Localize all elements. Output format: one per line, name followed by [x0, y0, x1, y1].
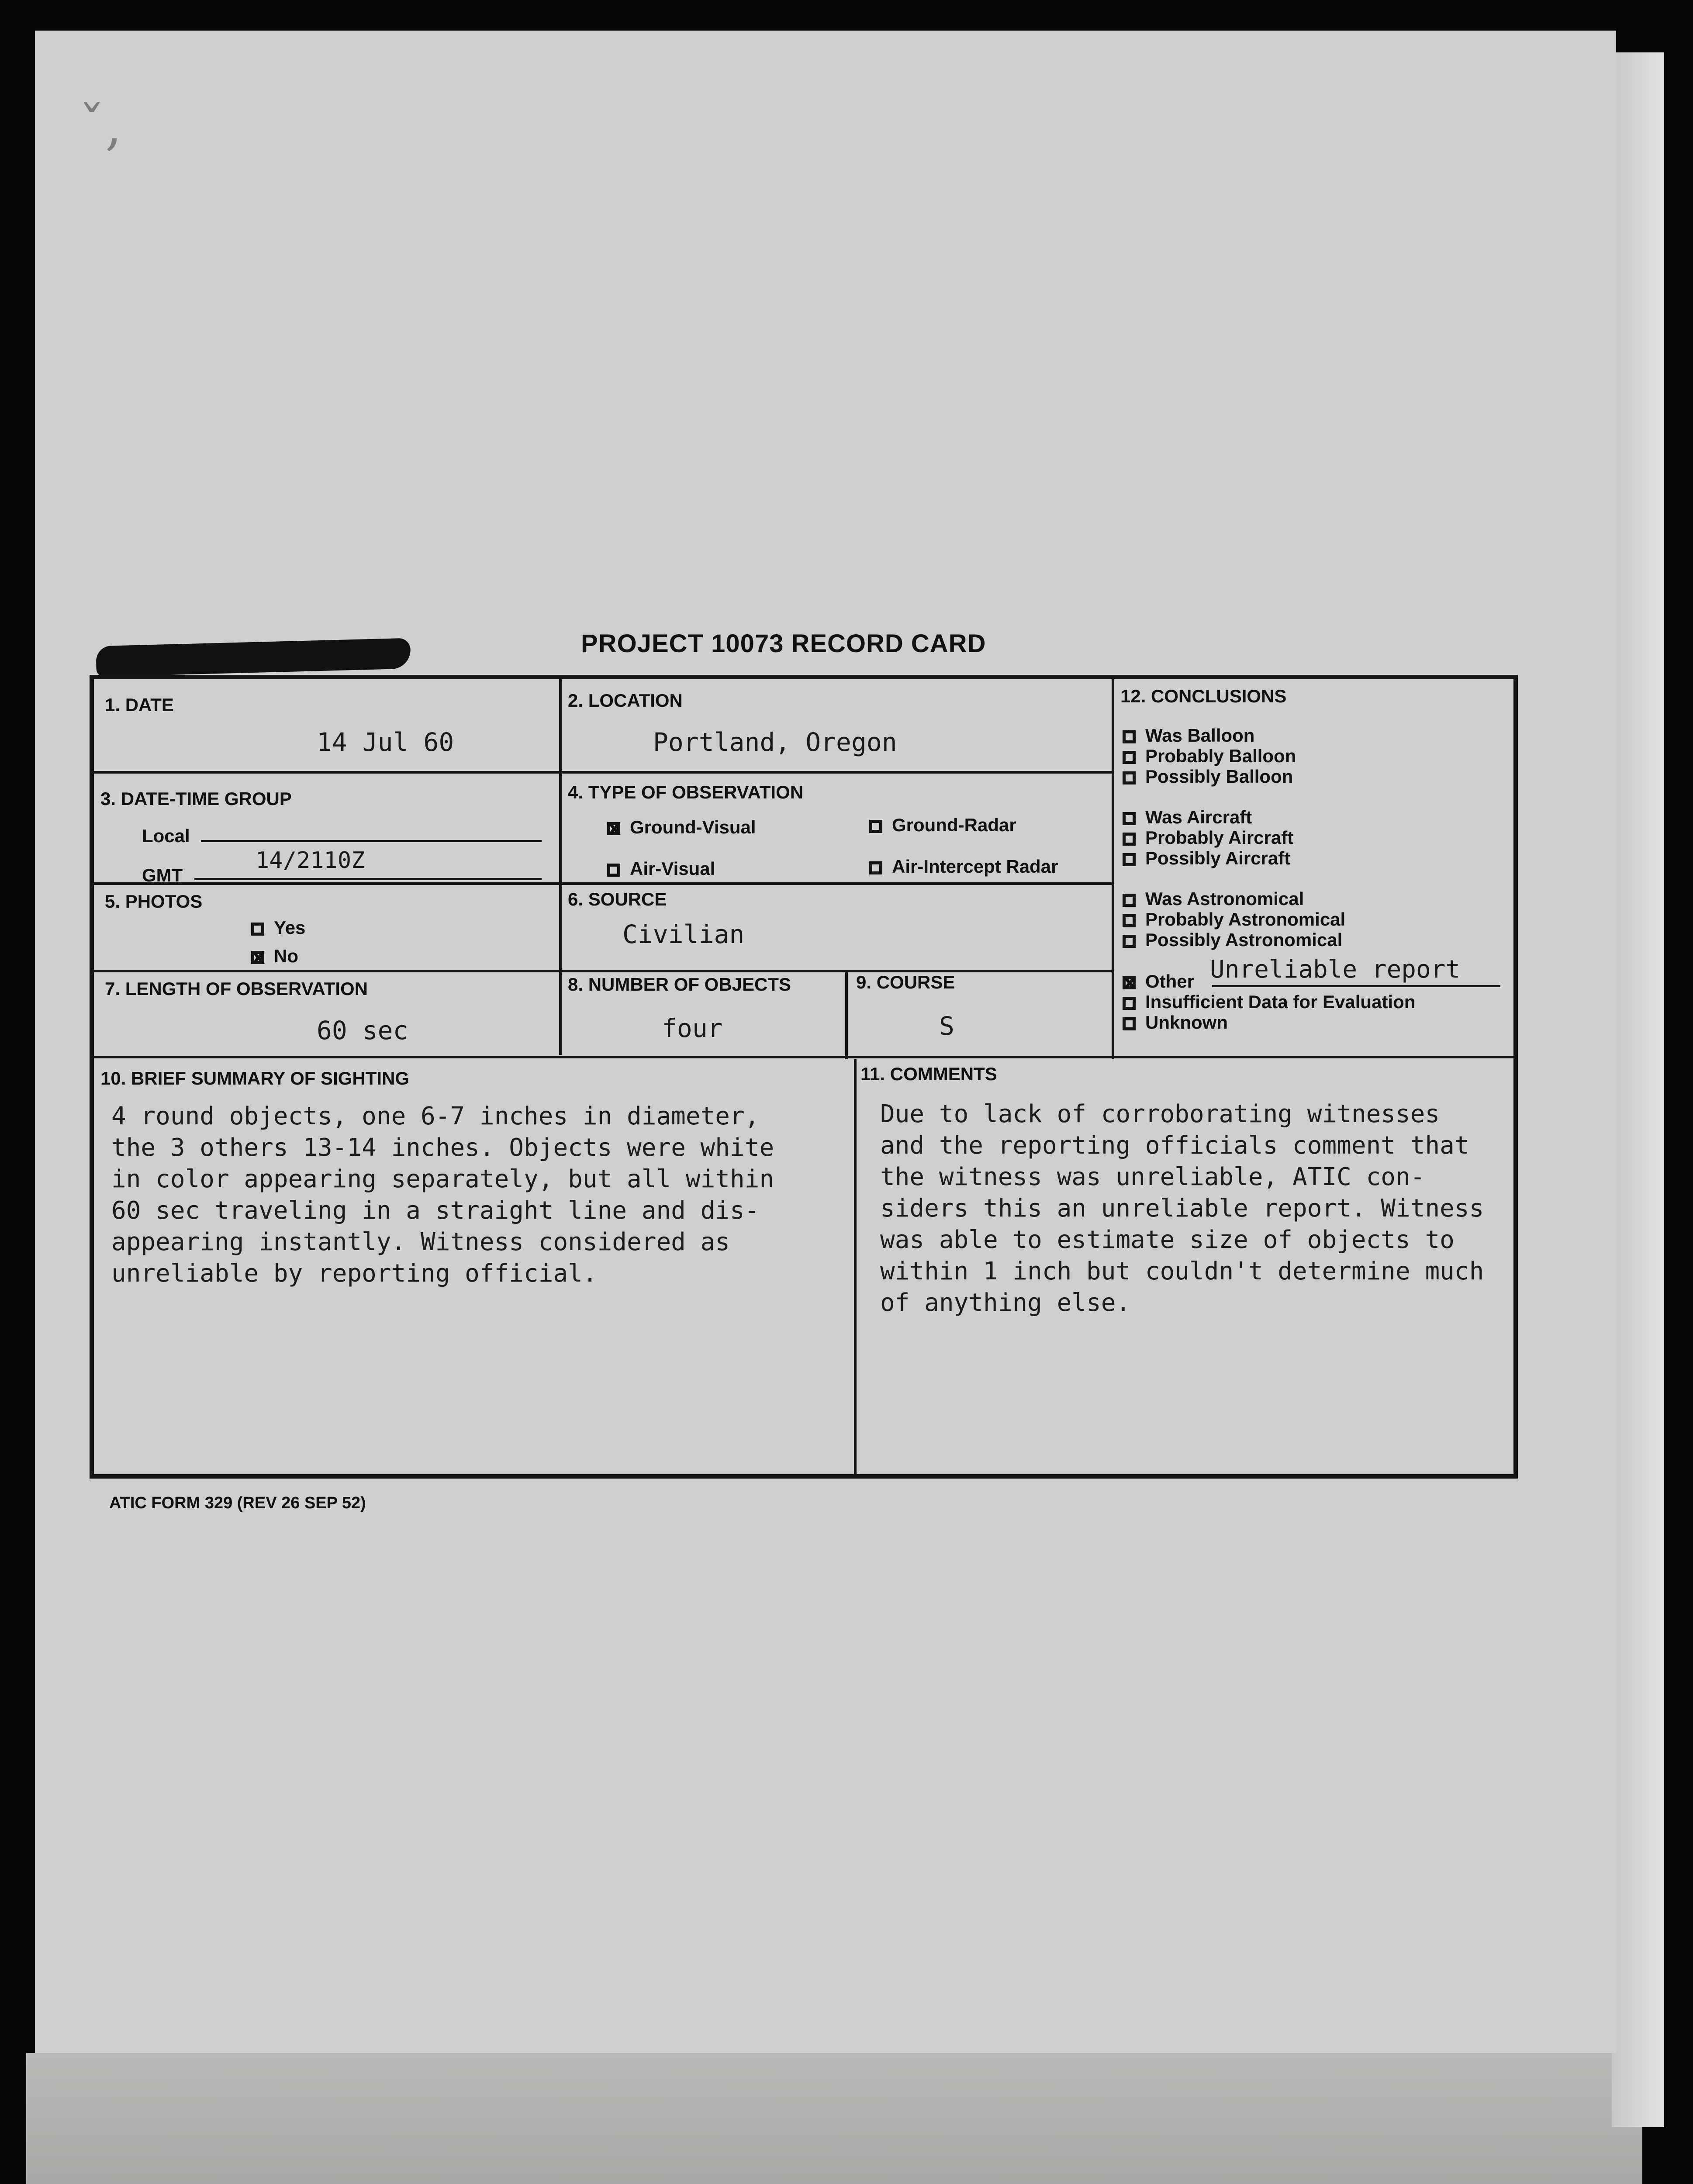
comments-line: Due to lack of corroborating witnesses [880, 1100, 1440, 1128]
checkbox-icon [1123, 771, 1136, 784]
gmt-label: GMT [142, 865, 183, 885]
checkbox-icon [1123, 894, 1136, 907]
checkbox-icon [607, 864, 620, 877]
conclusion-unknown: Unknown [1123, 1012, 1228, 1033]
grid-vline-3 [845, 970, 848, 1059]
card-title: PROJECT 10073 RECORD CARD [581, 629, 986, 658]
checkbox-checked-icon [251, 951, 264, 964]
checkbox-icon [1123, 914, 1136, 927]
source-value: Civilian [622, 919, 745, 949]
checkbox-icon [251, 923, 264, 936]
comments-line: siders this an unreliable report. Witness [880, 1194, 1484, 1223]
summary-line: 4 round objects, one 6-7 inches in diameter, [111, 1102, 760, 1130]
gmt-value: 14/2110Z [256, 847, 365, 874]
photos-label: 5. PHOTOS [105, 891, 203, 912]
form-footer: ATIC FORM 329 (REV 26 SEP 52) [109, 1494, 366, 1512]
conclusion-probably-aircraft: Probably Aircraft [1123, 827, 1293, 848]
gmt-underline [194, 878, 542, 880]
photos-option-yes: Yes [251, 917, 305, 938]
course-value: S [939, 1011, 954, 1041]
grid-hline-3 [94, 970, 1114, 972]
record-card [90, 675, 1518, 1479]
date-value: 14 Jul 60 [317, 727, 454, 757]
option-air-visual: Air-Visual [607, 858, 715, 879]
checkbox-icon [1123, 833, 1136, 846]
checkbox-icon [1123, 751, 1136, 764]
option-ground-visual: xGround-Visual [607, 817, 756, 838]
checkbox-icon [1123, 997, 1136, 1010]
local-label: Local [142, 826, 190, 846]
local-underline [201, 840, 542, 842]
conclusion-insufficient-data: Insufficient Data for Evaluation [1123, 992, 1415, 1013]
conclusion-was-aircraft: Was Aircraft [1123, 807, 1252, 828]
observation-type-label: 4. TYPE OF OBSERVATION [568, 782, 804, 802]
photos-option-no: xNo [251, 946, 298, 967]
location-value: Portland, Oregon [653, 727, 897, 757]
comments-line: and the reporting officials comment that [880, 1131, 1469, 1160]
checkbox-icon [1123, 935, 1136, 948]
option-ground-radar: Ground-Radar [869, 815, 1016, 836]
conclusion-possibly-aircraft: Possibly Aircraft [1123, 848, 1290, 869]
length-value: 60 sec [317, 1016, 408, 1045]
right-paper-edge [1612, 52, 1664, 2127]
conclusion-other: xOther [1123, 971, 1194, 992]
checkbox-icon [869, 861, 882, 874]
checkbox-checked-icon [1123, 976, 1136, 989]
checkbox-icon [1123, 730, 1136, 743]
checkbox-icon [1123, 1017, 1136, 1030]
conclusion-possibly-astronomical: Possibly Astronomical [1123, 930, 1342, 950]
date-time-group-label: 3. DATE-TIME GROUP [100, 788, 292, 809]
summary-line: in color appearing separately, but all within [111, 1165, 774, 1193]
summary-line: unreliable by reporting official. [111, 1259, 598, 1288]
summary-label: 10. BRIEF SUMMARY OF SIGHTING [100, 1068, 410, 1089]
grid-hline-2 [94, 882, 1114, 885]
corner-smudge: ˇ‚ [79, 96, 122, 157]
number-of-objects-label: 8. NUMBER OF OBJECTS [568, 974, 791, 995]
other-underline [1212, 985, 1500, 987]
grid-hline-4 [94, 1056, 1518, 1058]
conclusion-probably-astronomical: Probably Astronomical [1123, 909, 1345, 930]
conclusion-probably-balloon: Probably Balloon [1123, 746, 1296, 767]
checkbox-checked-icon [607, 822, 620, 835]
conclusion-possibly-balloon: Possibly Balloon [1123, 766, 1293, 787]
comments-line: of anything else. [880, 1289, 1131, 1317]
location-label: 2. LOCATION [568, 690, 683, 711]
summary-line: 60 sec traveling in a straight line and dis- [111, 1196, 760, 1225]
comments-line: within 1 inch but couldn't determine much [880, 1257, 1484, 1286]
date-label: 1. DATE [105, 695, 174, 715]
comments-text [880, 1099, 1484, 1319]
grid-vline-4 [854, 1059, 857, 1479]
number-of-objects-value: four [662, 1013, 723, 1043]
checkbox-icon [869, 820, 882, 833]
comments-label: 11. COMMENTS [860, 1064, 997, 1084]
checkbox-icon [1123, 812, 1136, 825]
grid-vline-1 [559, 679, 562, 1055]
conclusion-was-balloon: Was Balloon [1123, 725, 1254, 746]
summary-text [111, 1101, 774, 1289]
summary-line: the 3 others 13-14 inches. Objects were white [111, 1133, 774, 1162]
comments-line: the witness was unreliable, ATIC con- [880, 1163, 1425, 1191]
source-label: 6. SOURCE [568, 889, 667, 909]
grid-hline-1 [94, 771, 1114, 774]
lower-film-area [26, 2053, 1642, 2184]
conclusion-was-astronomical: Was Astronomical [1123, 888, 1304, 909]
course-label: 9. COURSE [856, 972, 955, 992]
length-label: 7. LENGTH OF OBSERVATION [105, 978, 368, 999]
conclusion-other-written: Unreliable report [1210, 955, 1461, 984]
comments-line: was able to estimate size of objects to [880, 1226, 1455, 1254]
grid-vline-2 [1112, 679, 1114, 1059]
conclusions-label: 12. CONCLUSIONS [1120, 686, 1287, 706]
checkbox-icon [1123, 853, 1136, 866]
summary-line: appearing instantly. Witness considered as [111, 1228, 730, 1256]
option-air-intercept-radar: Air-Intercept Radar [869, 856, 1058, 877]
